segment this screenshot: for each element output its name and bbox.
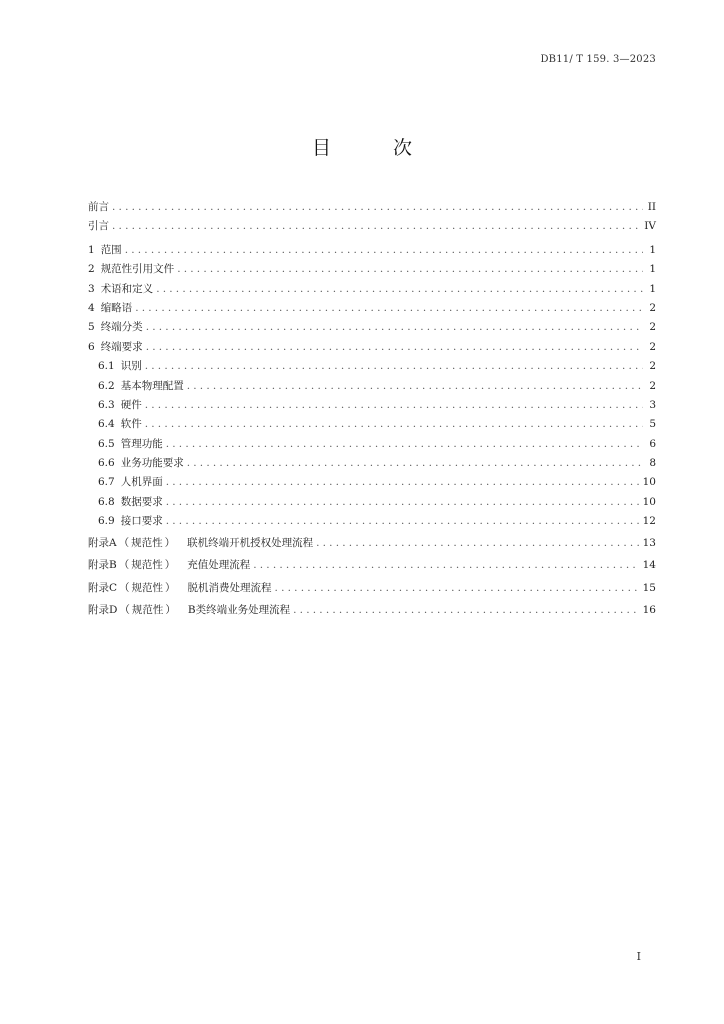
toc-leader-dots bbox=[187, 454, 643, 473]
toc-entry-section[interactable] bbox=[88, 415, 656, 434]
document-code: DB11/ T 159. 3—2023 bbox=[540, 54, 656, 65]
toc-entry-label: 附录B （ 规范性 ） 充值处理流程 bbox=[88, 559, 251, 572]
appendix-title: 充值处理流程 bbox=[187, 559, 251, 572]
toc-entry-label: 接口要求 bbox=[120, 515, 163, 528]
toc-entry-chapter[interactable] bbox=[88, 338, 656, 357]
toc-leader-dots bbox=[177, 260, 643, 279]
toc-leader-dots bbox=[187, 377, 643, 396]
toc-entry-number: 6.6 bbox=[98, 457, 115, 470]
toc-entry-chapter[interactable] bbox=[88, 299, 656, 318]
toc-entry-section[interactable] bbox=[88, 377, 656, 396]
toc-entry-page: 12 bbox=[642, 515, 656, 528]
toc-entry-label: 数据要求 bbox=[120, 495, 163, 508]
toc-entry-chapter[interactable] bbox=[88, 241, 656, 260]
appendix-title: 联机终端开机授权处理流程 bbox=[187, 536, 314, 549]
toc-entry-number: 6 bbox=[88, 340, 95, 353]
toc-leader-dots bbox=[166, 473, 640, 492]
toc-entry-section[interactable] bbox=[88, 473, 656, 492]
toc-leader-dots bbox=[156, 280, 643, 299]
toc-entry-number: 6.9 bbox=[98, 515, 115, 528]
toc-entry-label: 人机界面 bbox=[120, 476, 163, 489]
toc-entry-label: 引言 bbox=[88, 220, 109, 233]
toc-entry-page: IV bbox=[644, 220, 656, 233]
appendix-prefix: 附录A bbox=[88, 536, 117, 549]
toc-entry-number: 6.4 bbox=[98, 418, 115, 431]
appendix-type: 规范性 bbox=[131, 581, 164, 594]
appendix-prefix: 附录B bbox=[88, 559, 117, 572]
toc-entry-label: 范围 bbox=[100, 243, 122, 256]
toc-entry-appendix[interactable] bbox=[88, 599, 656, 622]
toc-entry-page: 13 bbox=[642, 536, 656, 549]
toc-leader-dots bbox=[145, 357, 643, 376]
toc-entry-label: 缩略语 bbox=[100, 301, 133, 314]
toc-leader-dots bbox=[166, 512, 640, 531]
toc-leader-dots bbox=[275, 577, 640, 600]
toc-entry-page: 15 bbox=[642, 581, 656, 594]
toc-entry-label: 基本物理配置 bbox=[120, 379, 184, 392]
appendix-type: 规范性 bbox=[131, 559, 163, 572]
toc-leader-dots bbox=[112, 217, 641, 236]
appendix-type: 规范性 bbox=[131, 536, 163, 549]
toc-entry-label: 管理功能 bbox=[120, 437, 163, 450]
toc-entry-chapter[interactable] bbox=[88, 318, 656, 337]
toc-entry-number: 4 bbox=[88, 301, 95, 314]
toc-leader-dots bbox=[166, 435, 643, 454]
toc-entry-page: 8 bbox=[649, 457, 656, 470]
toc-entry-label: 规范性引用文件 bbox=[100, 263, 175, 276]
toc-entry-page: 2 bbox=[649, 321, 656, 334]
toc-leader-dots bbox=[145, 415, 643, 434]
toc-entry-page: 1 bbox=[649, 282, 656, 295]
page-number: I bbox=[636, 950, 641, 963]
toc-entry-introduction[interactable] bbox=[88, 217, 656, 236]
toc-entry-label: 终端要求 bbox=[100, 340, 143, 353]
toc-entry-label: 前言 bbox=[88, 201, 109, 213]
toc-entry-page: 2 bbox=[649, 360, 656, 373]
toc-entry-page: 3 bbox=[649, 398, 656, 411]
toc-entry-number: 6.2 bbox=[98, 379, 115, 392]
toc-entry-page: 6 bbox=[649, 437, 656, 450]
toc-entry-appendix[interactable] bbox=[88, 554, 656, 577]
toc-entry-page: 1 bbox=[649, 263, 656, 276]
toc-leader-dots bbox=[166, 493, 640, 512]
toc-entry-label: 硬件 bbox=[120, 398, 142, 411]
toc-entry-chapter[interactable] bbox=[88, 280, 656, 299]
toc-entry-number: 6.8 bbox=[98, 495, 115, 508]
toc-leader-dots bbox=[125, 241, 643, 260]
toc-entry-page: 16 bbox=[642, 604, 656, 617]
appendix-prefix: 附录C bbox=[88, 581, 118, 594]
toc-leader-dots bbox=[316, 532, 640, 555]
toc-entry-label: 术语和定义 bbox=[100, 282, 154, 295]
toc-leader-dots bbox=[146, 338, 643, 357]
table-of-contents bbox=[88, 198, 656, 622]
toc-entry-label: 附录A （ 规范性 ） 联机终端开机授权处理流程 bbox=[88, 536, 314, 549]
toc-entry-chapter[interactable] bbox=[88, 260, 656, 279]
toc-entry-page: 14 bbox=[642, 559, 656, 572]
toc-leader-dots bbox=[145, 396, 643, 415]
toc-leader-dots bbox=[293, 599, 639, 622]
appendix-prefix: 附录D bbox=[88, 604, 118, 617]
toc-entry-label: 附录C （ 规范性 ） 脱机消费处理流程 bbox=[88, 581, 272, 594]
toc-leader-dots bbox=[146, 318, 643, 337]
toc-entry-page: 2 bbox=[649, 340, 656, 353]
toc-entry-page: 2 bbox=[649, 301, 656, 314]
toc-entry-section[interactable] bbox=[88, 493, 656, 512]
toc-leader-dots bbox=[253, 554, 639, 577]
toc-entry-number: 2 bbox=[88, 263, 95, 276]
toc-entry-number: 6.1 bbox=[98, 360, 115, 373]
toc-entry-page: 10 bbox=[642, 495, 656, 508]
toc-entry-page: 2 bbox=[649, 379, 656, 392]
toc-entry-number: 6.3 bbox=[98, 398, 115, 411]
toc-leader-dots bbox=[112, 198, 643, 217]
toc-entry-page: 10 bbox=[642, 476, 656, 489]
toc-entry-section[interactable] bbox=[88, 396, 656, 415]
toc-entry-number: 6.5 bbox=[98, 437, 115, 450]
toc-entry-appendix[interactable] bbox=[88, 532, 656, 555]
toc-entry-section[interactable] bbox=[88, 454, 656, 473]
toc-entry-section[interactable] bbox=[88, 512, 656, 531]
toc-entry-section[interactable] bbox=[88, 435, 656, 454]
toc-entry-page: 1 bbox=[649, 243, 656, 256]
toc-entry-number: 6.7 bbox=[98, 476, 115, 489]
appendix-type: 规范性 bbox=[131, 604, 164, 617]
toc-entry-page: 5 bbox=[649, 418, 656, 431]
page-title: 目 次 bbox=[311, 137, 441, 159]
toc-entry-page: II bbox=[647, 201, 656, 213]
toc-entry-number: 5 bbox=[88, 321, 95, 334]
toc-entry-label: 终端分类 bbox=[100, 321, 143, 334]
toc-entry-label: 附录D （ 规范性 ） B类终端业务处理流程 bbox=[88, 604, 291, 617]
toc-entry-foreword[interactable] bbox=[88, 198, 656, 217]
toc-entry-label: 识别 bbox=[120, 360, 142, 373]
toc-entry-label: 软件 bbox=[120, 418, 142, 431]
toc-leader-dots bbox=[135, 299, 643, 318]
appendix-title: 脱机消费处理流程 bbox=[187, 581, 272, 594]
appendix-title: B类终端业务处理流程 bbox=[187, 604, 291, 617]
toc-entry-section[interactable] bbox=[88, 357, 656, 376]
toc-entry-label: 业务功能要求 bbox=[120, 457, 184, 470]
toc-entry-appendix[interactable] bbox=[88, 577, 656, 600]
toc-entry-number: 3 bbox=[88, 282, 95, 295]
toc-entry-number: 1 bbox=[88, 243, 95, 256]
